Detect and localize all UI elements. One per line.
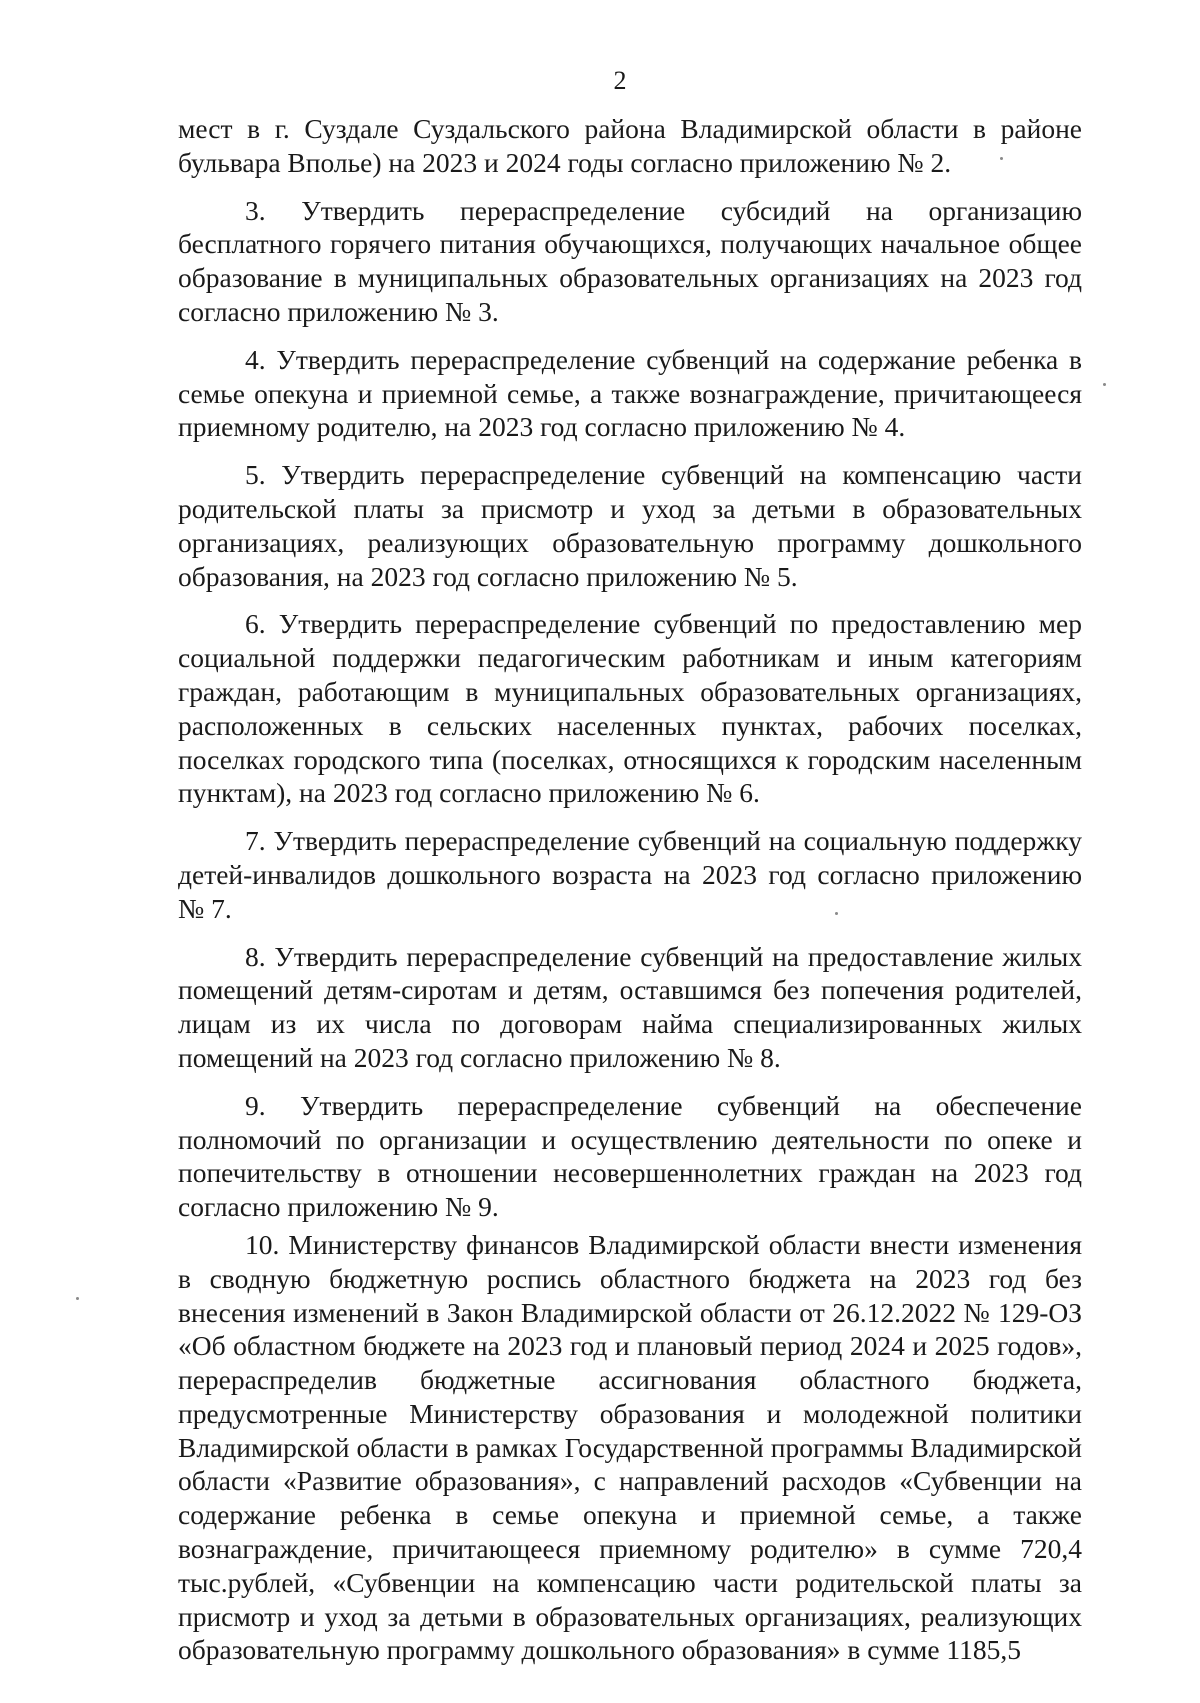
scan-speck bbox=[835, 912, 838, 915]
scan-speck bbox=[76, 1297, 79, 1300]
paragraph-item-10: 10. Министерству финансов Владимирской области внести изменения в сводную бюджетную роспись областного бюджета на 2023 год без внесения изменений в Закон Владимирской области от 26.12.2022 № 129-ОЗ «Об областном бюджете на 2023 год и плановый период 2024 и 2025 годов», перераспределив бюджетные ассигнования областного бюджета, предусмотренные Министерству образования и молодежной политики Владимирской области в рамках Государственной программы Владимирской области «Развитие образования», с направлений расходов «Субвенции на содержание ребенка в семье опекуна и приемной семье, а также вознаграждение, причитающееся приемному родителю» в сумме 720,4 тыс.рублей, «Субвенции на компенсацию части родительской платы за присмотр и уход за детьми в образовательных организациях, реализующих образовательную программу дошкольного образования» в сумме 1185,5 bbox=[178, 1228, 1082, 1666]
paragraph-item-7: 7. Утвердить перераспределение субвенций на социальную поддержку детей-инвалидов дошкольного возраста на 2023 год согласно приложению № 7. bbox=[178, 825, 1082, 924]
paragraph-item-9: 9. Утвердить перераспределение субвенций на обеспечение полномочий по организации и осуществлению деятельности по опеке и попечительству в отношении несовершеннолетних граждан на 2023 год согласно приложению № 9. bbox=[178, 1089, 1082, 1223]
paragraph-item-6: 6. Утвердить перераспределение субвенций по предоставлению мер социальной поддержки педагогическим работникам и иным категориям граждан, работающим в муниципальных образовательных организациях, расположенных в сельских населенных пунктах, рабочих поселках, поселках городского типа (поселках, относящихся к городским населенным пунктам), на 2023 год согласно приложению № 6. bbox=[178, 608, 1082, 809]
scan-speck bbox=[1103, 383, 1106, 386]
scan-speck bbox=[1000, 157, 1003, 160]
paragraph-continuation: мест в г. Суздале Суздальского района Владимирской области в районе бульвара Вполье) на 2023 и 2024 годы согласно приложению № 2. bbox=[178, 113, 1082, 178]
paragraph-item-3: 3. Утвердить перераспределение субсидий на организацию бесплатного горячего питания обучающихся, получающих начальное общее образование в муниципальных образовательных организациях на 2023 год согласно приложению № 3. bbox=[178, 194, 1082, 327]
paragraph-item-8: 8. Утвердить перераспределение субвенций на предоставление жилых помещений детям-сиротам и детям, оставшимся без попечения родителей, лицам из их числа по договорам найма специализированных жилых помещений на 2023 год согласно приложению № 8. bbox=[178, 940, 1082, 1073]
paragraph-item-4: 4. Утвердить перераспределение субвенций на содержание ребенка в семье опекуна и приемной семье, а также вознаграждение, причитающееся приемному родителю, на 2023 год согласно приложению № 4. bbox=[178, 343, 1082, 443]
paragraph-item-5: 5. Утвердить перераспределение субвенций на компенсацию части родительской платы за присмотр и уход за детьми в образовательных организациях, реализующих образовательную программу дошкольного образования, на 2023 год согласно приложению № 5. bbox=[178, 459, 1082, 592]
document-body bbox=[178, 112, 1082, 1667]
page-number: 2 bbox=[613, 66, 627, 95]
